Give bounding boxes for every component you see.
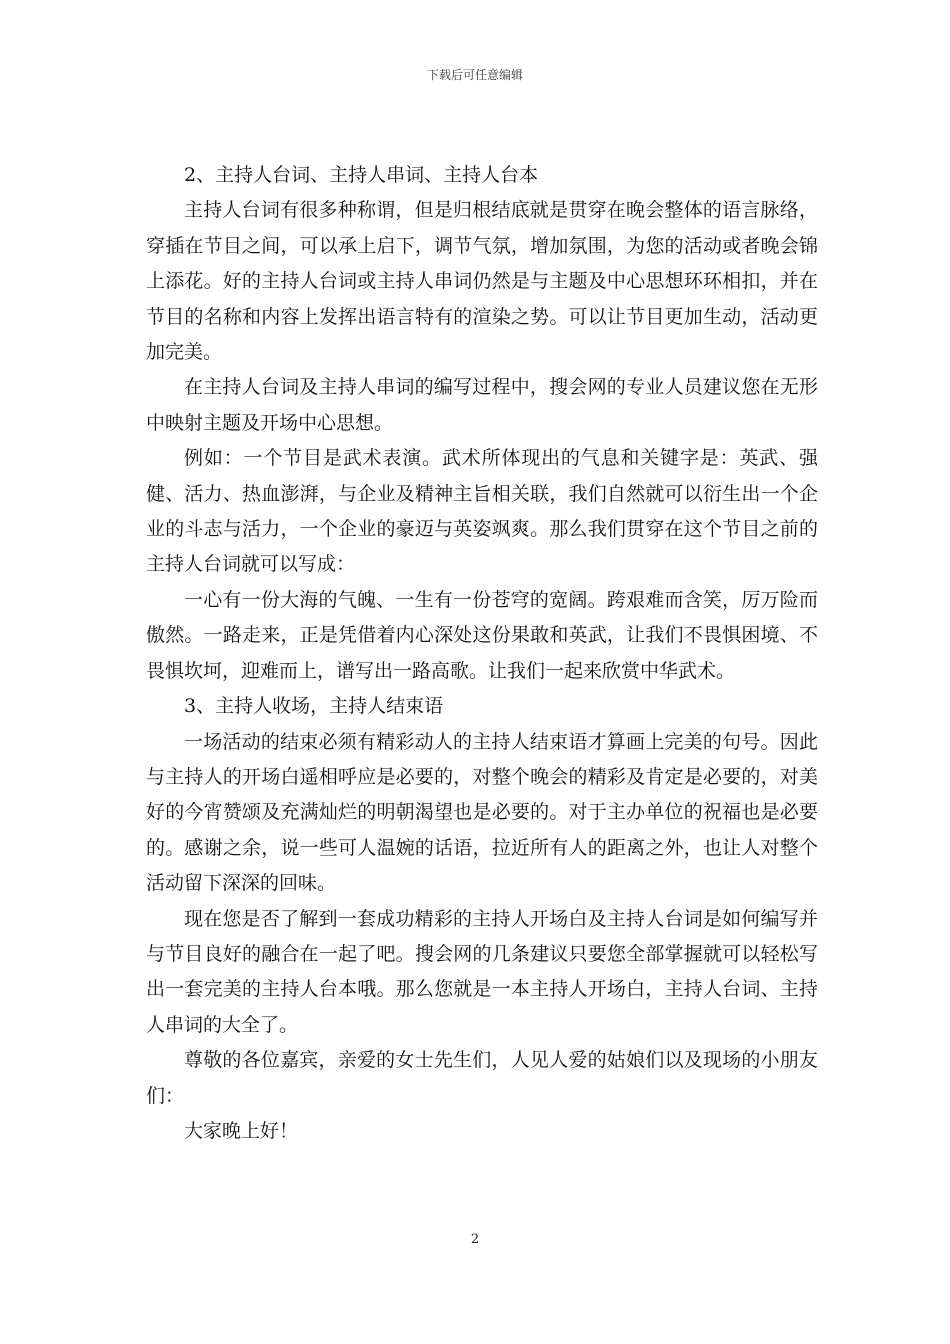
page-header: 下载后可任意编辑 bbox=[426, 68, 523, 82]
body-paragraph: 一心有一份大海的气魄、一生有一份苍穹的宽阔。跨艰难而含笑，厉万险而傲然。一路走来，正是凭借着内心深处这份果敢和英武，让我们不畏惧困境、不畏惧坎坷，迎难而上，谱写出一路高歌。让我们一起来欣赏中华武术。 bbox=[146, 588, 818, 682]
body-paragraph: 例如：一个节目是武术表演。武术所体现出的气息和关键字是：英武、强健、活力、热血澎湃，与企业及精神主旨相关联，我们自然就可以衍生出一个企业的斗志与活力，一个企业的豪迈与英姿飒爽。那么我们贯穿在这个节目之前的主持人台词就可以写成： bbox=[146, 447, 818, 576]
body-paragraph: 一场活动的结束必须有精彩动人的主持人结束语才算画上完美的句号。因此与主持人的开场白遥相呼应是必要的，对整个晚会的精彩及肯定是必要的，对美好的今宵赞颂及充满灿烂的明朝渴望也是必要的。对于主办单位的祝福也是必要的。感谢之余，说一些可人温婉的话语，拉近所有人的距离之外，也让人对整个活动留下深深的回味。 bbox=[146, 730, 818, 895]
page-number: 2 bbox=[470, 1232, 480, 1247]
body-paragraph: 主持人台词有很多种称谓，但是归根结底就是贯穿在晚会整体的语言脉络，穿插在节目之间，可以承上启下，调节气氛，增加氛围，为您的活动或者晚会锦上添花。好的主持人台词或主持人串词仍然是与主题及中心思想环环相扣，并在节目的名称和内容上发挥出语言特有的渲染之势。可以让节目更加生动，活动更加完美。 bbox=[146, 199, 818, 364]
section-heading-3: 3、主持人收场，主持人结束语 bbox=[184, 695, 444, 718]
body-paragraph: 在主持人台词及主持人串词的编写过程中，搜会网的专业人员建议您在无形中映射主题及开场中心思想。 bbox=[146, 376, 818, 434]
section-heading-2: 2、主持人台词、主持人串词、主持人台本 bbox=[184, 164, 539, 186]
body-paragraph: 大家晚上好！ bbox=[184, 1119, 299, 1142]
body-paragraph: 尊敬的各位嘉宾，亲爱的女士先生们，人见人爱的姑娘们以及现场的小朋友们： bbox=[146, 1049, 818, 1107]
document-body bbox=[146, 158, 818, 1149]
body-paragraph: 现在您是否了解到一套成功精彩的主持人开场白及主持人台词是如何编写并与节目良好的融合在一起了吧。搜会网的几条建议只要您全部掌握就可以轻松写出一套完美的主持人台本哦。那么您就是一本主持人开场白，主持人台词、主持人串词的大全了。 bbox=[146, 907, 818, 1036]
